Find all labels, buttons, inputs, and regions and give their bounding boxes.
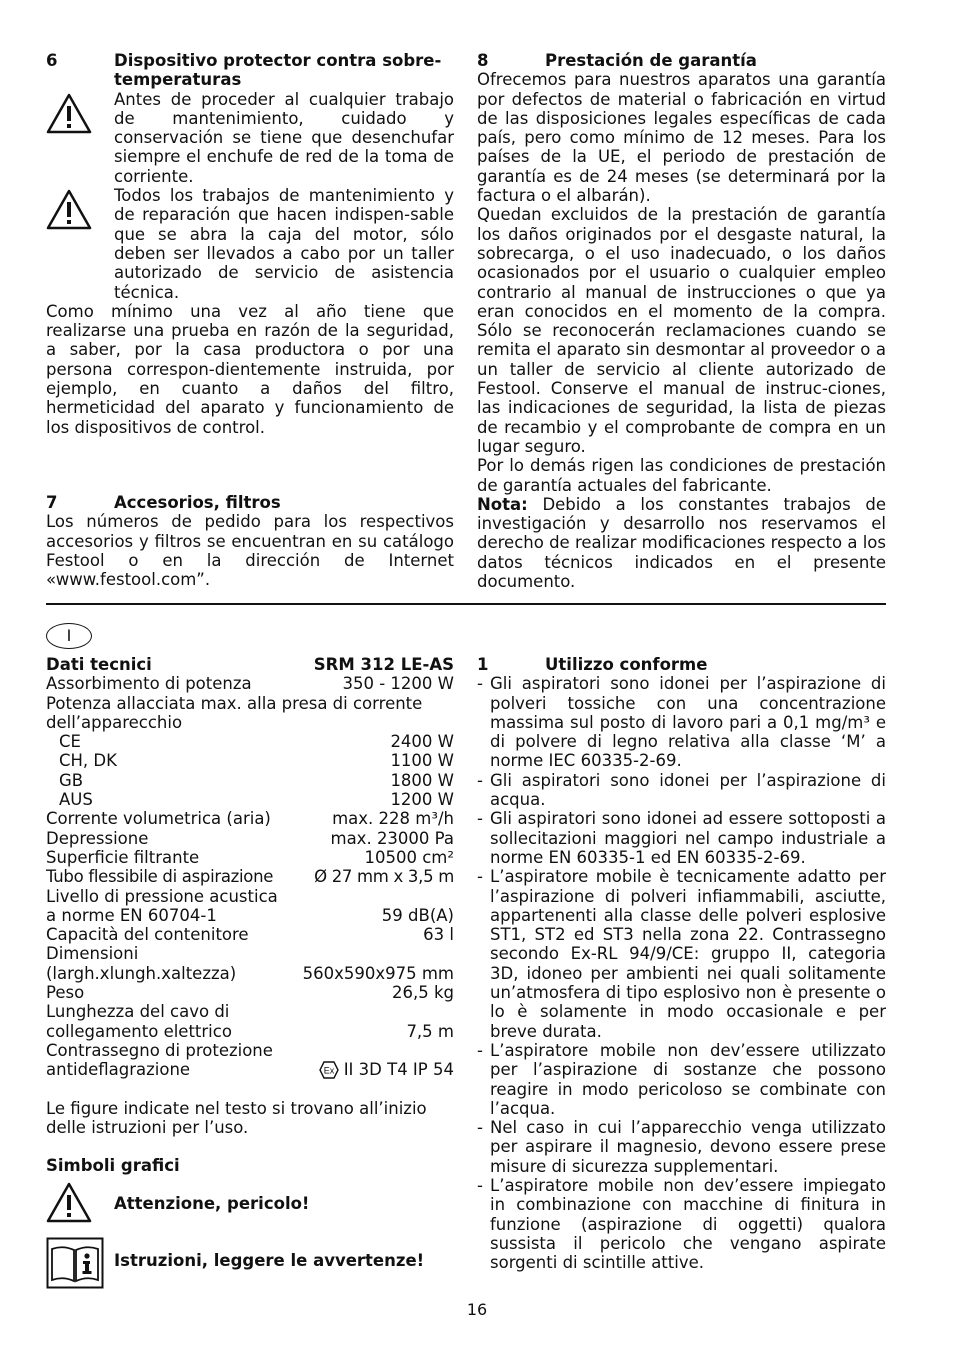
spec-value: 1200 W: [390, 790, 454, 810]
note-text: Debido a los constantes trabajos de investigación y desarrollo nos reservamos el derecho de realizar modificaciones respecto a los datos técnicos indicados en el presente documento.: [477, 494, 887, 592]
spec-value: max. 228 m³/h: [332, 809, 454, 829]
warning-text: Todos los trabajos de mantenimiento y de reparación que hacen indispen-sable que se abra la caja del motor, sólo deben ser llevados a cabo por un taller autorizado de servicio de asistencia técnica.: [114, 186, 454, 302]
tech-title: Dati tecnici: [46, 655, 152, 674]
spec-label: (largh.xlungh.xaltezza): [46, 963, 237, 983]
warning-block-2: [46, 186, 454, 302]
spec-value: 63 l: [423, 925, 454, 945]
ex-hexagon-icon: [319, 1061, 339, 1079]
section-divider: [46, 603, 886, 605]
section-title: Prestación de garantía: [545, 51, 757, 70]
tech-header: [46, 655, 454, 674]
spec-label: Assorbimento di potenza: [46, 674, 252, 694]
warranty-conditions: Por lo demás rigen las condiciones de prestación de garantía actuales del fabricante.: [477, 456, 886, 495]
section-1: [477, 655, 886, 1273]
spec-row: [46, 809, 454, 828]
spec-label: Corrente volumetrica (aria): [46, 809, 271, 829]
list-item-text: Gli aspiratori sono idonei per l’aspirazione di acqua.: [490, 770, 886, 810]
spec-row: [46, 771, 454, 790]
spec-label: Superficie filtrante: [46, 847, 200, 867]
spec-value: 7,5 m: [406, 1021, 454, 1041]
section-7-body: Los números de pedido para los respectivos accesorios y filtros se encuentran en su catálogo Festool o en la dirección de Internet «www.festool.com”.: [46, 512, 454, 590]
spec-value: 10500 cm²: [364, 847, 454, 867]
spec-label: Livello di pressione acustica: [46, 886, 278, 906]
spec-value: 350 - 1200 W: [342, 674, 454, 694]
spec-label: CE: [59, 732, 81, 752]
spec-row: [46, 848, 454, 867]
symbol-warning-label: Attenzione, pericolo!: [114, 1194, 310, 1213]
warning-block-1: [46, 90, 454, 186]
spec-value: 1100 W: [390, 751, 454, 771]
list-item: - Gli aspiratori sono idonei per l’aspirazione di acqua.: [477, 770, 886, 810]
section-number: 6: [46, 51, 58, 70]
section-7: [46, 493, 454, 589]
symbols-title: Simboli grafici: [46, 1156, 180, 1176]
spec-row: [46, 674, 454, 693]
spec-value: Ø 27 mm x 3,5 m: [314, 867, 454, 887]
list-item-text: Gli aspiratori sono idonei ad essere sottoposti a sollecitazioni maggiori nel campo industriale a norme EN 60335-1 ed EN 60335-2-69.: [490, 809, 886, 867]
list-item: - Nel caso in cui l’apparecchio venga utilizzato per aspirare il magnesio, devono essere prese misure di sicurezza supplementari.: [477, 1118, 886, 1176]
section-8-heading: [477, 51, 886, 70]
list-item-text: Gli aspiratori sono idonei per l’aspirazione di polveri tossiche con una concentrazione massima sul posto di lavoro pari a 0,1 mg/m³ e di polvere di legno relativa alla classe ‘M’ a norme IEC 60335-2-69.: [490, 674, 886, 771]
list-item: - L’aspiratore mobile non dev’essere utilizzato per l’aspirazione di sostanze che possono reagire in modo pericoloso se combinate con l’acqua.: [477, 1040, 886, 1118]
ex-value: II 3D T4 IP 54: [343, 1060, 454, 1080]
language-badge: I: [46, 623, 92, 649]
spec-label: Peso: [46, 983, 85, 1003]
spec-row: [46, 1060, 454, 1079]
spec-label: Dimensioni: [46, 944, 139, 964]
section-number: 1: [477, 655, 489, 674]
figures-note: Le figure indicate nel testo si trovano all’inizio delle istruzioni per l’uso.: [46, 1098, 427, 1137]
page-number: 16: [466, 1300, 488, 1319]
spec-label: a norme EN 60704-1: [46, 905, 217, 925]
spec-row: [46, 790, 454, 809]
symbol-manual-row: [46, 1239, 454, 1297]
list-item-text: L’aspiratore mobile è tecnicamente adatto per l’aspirazione di polveri infiammabili, asciutte, appartenenti alla classe delle polveri esplosive ST1, ST2 ed ST3 nella zona 22. Contrassegno secondo Ex-RL 94/9/CE: gruppo II, categoria 3D, idoneo per ambienti nei quali solitamente un’atmosfera di tipo esplosivo non è presente o lo è solamente in modo occasionale e per breve durata.: [490, 867, 886, 1041]
spec-label: AUS: [59, 790, 93, 810]
spec-label: CH, DK: [59, 751, 117, 771]
manual-book-icon: [46, 1237, 104, 1289]
spec-label: antideflagrazione: [46, 1060, 191, 1080]
section-title: Utilizzo conforme: [545, 655, 708, 674]
spec-row: [46, 906, 454, 925]
warning-triangle-icon: [46, 188, 92, 230]
list-item: - Gli aspiratori sono idonei per l’aspirazione di polveri tossiche con una concentrazione massima sul posto di lavoro pari a 0,1 mg/m³ e di polvere di legno relativa alla classe ‘M’ a norme IEC 60335-2-69.: [477, 674, 886, 771]
list-item: - L’aspiratore mobile non dev’essere impiegato in combinazione con macchine di finitura in funzione (aspirazione di oggetti) qualora sussista il pericolo che vengano aspirate sorgenti di scintille attive.: [477, 1176, 886, 1273]
model-name: SRM 312 LE-AS: [313, 655, 454, 674]
section-title: Accesorios, filtros: [114, 493, 281, 512]
list-item: - L’aspiratore mobile è tecnicamente adatto per l’aspirazione di polveri infiammabili, asciutte, appartenenti alla classe delle polveri esplosive ST1, ST2 ed ST3 nella zona 22. Contrassegno secondo Ex-RL 94/9/CE: gruppo II, categoria 3D, idoneo per ambienti nei quali solitamente un’atmosfera di tipo esplosivo non è presente o lo è solamente in modo occasionale e per breve durata.: [477, 867, 886, 1041]
spec-row: [46, 925, 454, 944]
ex-symbol-text: Ex: [323, 1065, 334, 1076]
section-6: [46, 51, 454, 437]
spec-value: 1800 W: [390, 770, 454, 790]
technical-data: [46, 655, 454, 1175]
note-paragraph: [477, 495, 886, 591]
spec-row: [46, 964, 454, 983]
spec-label: Contrassegno di protezione: [46, 1040, 273, 1060]
warning-triangle-icon: [46, 1181, 92, 1223]
spec-label: Depressione: [46, 828, 149, 848]
warning-text: Antes de proceder al cualquier trabajo de mantenimiento, cuidado y conservación se tiene que desenchufar siempre el enchufe de red de la toma de corriente.: [114, 89, 454, 186]
section-1-heading: [477, 655, 886, 674]
section-6-body: Como mínimo una vez al año tiene que realizarse una prueba en razón de la seguridad, a saber, por la casa productora o por una persona correspon-dientemente instruida, por ejemplo, en cuanto a daños del filtro, hermeticidad del aparato y funcionamiento de los dispositivos de control.: [46, 301, 454, 437]
spec-value: [319, 1060, 454, 1079]
spec-value: 560x590x975 mm: [302, 963, 454, 983]
spec-row: [46, 829, 454, 848]
spec-row: [46, 1022, 454, 1041]
section-6-heading: [46, 51, 454, 90]
spec-value: 2400 W: [390, 732, 454, 752]
list-item-text: Nel caso in cui l’apparecchio venga utilizzato per aspirare il magnesio, devono essere prese misure di sicurezza supplementari.: [490, 1118, 886, 1176]
spec-label: Tubo flessibile di aspirazione: [46, 867, 274, 887]
section-7-heading: [46, 493, 454, 512]
section-title: Dispositivo protector contra sobre-temperaturas: [114, 51, 442, 90]
spec-value: 26,5 kg: [391, 983, 454, 1003]
note-label: Nota:: [477, 494, 528, 514]
spec-row: [46, 751, 454, 770]
spec-label: Potenza allacciata max. alla presa di corrente dell’apparecchio: [46, 693, 423, 732]
spec-row: [46, 867, 454, 886]
spec-label: GB: [59, 770, 84, 790]
list-item: - Gli aspiratori sono idonei ad essere sottoposti a sollecitazioni maggiori nel campo industriale a norme EN 60335-1 ed EN 60335-2-69.: [477, 809, 886, 867]
spec-label: Capacità del contenitore: [46, 925, 249, 945]
warranty-exclusions: Quedan excluidos de la prestación de garantía los daños originados por el desgaste natural, la sobrecarga, o el uso inadecuado, o los daños ocasionados por el usuario o cualquier empleo contrario al manual de instrucciones o que ya eran conocidos en el momento de la compra. Sólo se reconocerán reclamaciones cuando se remita el aparato sin desmontar al proveedor o a un taller de servicio al cliente autorizado de Festool. Conserve el manual de instruc-ciones, las indicaciones de seguridad, la lista de piezas de recambio y el comprobante de compra en un lugar seguro.: [477, 205, 886, 456]
section-number: 8: [477, 51, 489, 70]
list-item-text: L’aspiratore mobile non dev’essere utilizzato per l’aspirazione di sostanze che possono reagire in modo pericoloso se combinate con l’acqua.: [490, 1040, 886, 1118]
spec-label: Lunghezza del cavo di: [46, 1002, 230, 1022]
warranty-paragraph: Ofrecemos para nuestros aparatos una garantía por defectos de material o fabricación en virtud de las disposiciones legales específicas de cada país, pero como mínimo de 12 meses. Para los países de la UE, el periodo de prestación de garantía es de 24 meses (se determinará por la factura o el albarán).: [477, 70, 886, 206]
spec-label: collegamento elettrico: [46, 1021, 232, 1041]
spec-value: max. 23000 Pa: [330, 828, 454, 848]
symbol-manual-label: Istruzioni, leggere le avvertenze!: [114, 1251, 425, 1270]
spec-row: [46, 732, 454, 751]
section-8: [477, 51, 886, 591]
spec-row: [46, 983, 454, 1002]
symbol-warning-row: [46, 1181, 454, 1239]
warning-triangle-icon: [46, 92, 92, 134]
section-number: 7: [46, 493, 58, 512]
spec-value: 59 dB(A): [381, 905, 454, 925]
symbols-list: [46, 1181, 454, 1297]
list-item-text: L’aspiratore mobile non dev’essere impiegato in combinazione con macchine di finitura in funzione (aspirazione di oggetti) qualora sussista il pericolo che vengano aspirate sorgenti di scintille attive.: [490, 1176, 886, 1273]
